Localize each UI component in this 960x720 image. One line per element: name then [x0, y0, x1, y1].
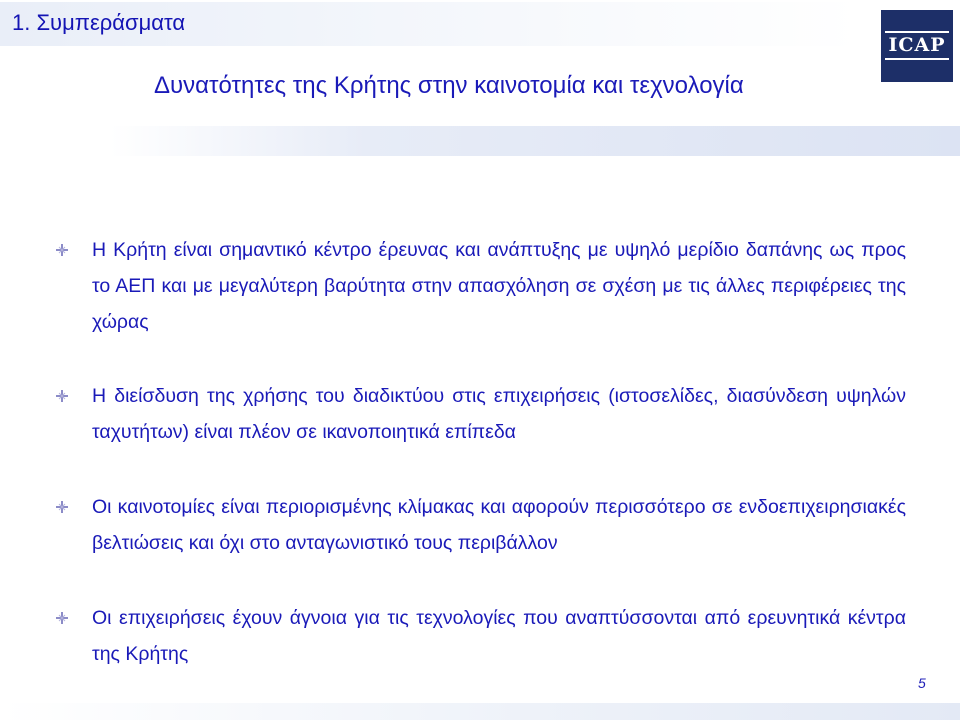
icap-logo [881, 10, 953, 82]
bullet-item-1: Η Κρήτη είναι σημαντικό κέντρο έρευνας και ανάπτυξης με υψηλό μερίδιο δαπάνης ως προς το ΑΕΠ και με μεγαλύτερη βαρύτητα στην απασχόληση σε σχέση με τις άλλες περιφέρειες της χώρας [92, 239, 906, 333]
logo-rule-bottom [885, 58, 949, 60]
logo-rule-top [885, 31, 949, 33]
footer-band [0, 703, 960, 720]
section-title: 1. Συμπεράσματα [12, 10, 186, 35]
section-header [0, 2, 860, 46]
bullet-cross-icon [55, 611, 69, 625]
bullet-item-2: Η διείσδυση της χρήσης του διαδικτύου στις επιχειρήσεις (ιστοσελίδες, διασύνδεση υψηλών ταχυτήτων) είναι πλέον σε ικανοποιητικά επίπεδα [92, 385, 906, 443]
bullet-cross-icon [55, 389, 69, 403]
page-number: 5 [918, 675, 926, 691]
logo-text: ICAP [888, 34, 946, 56]
bullet-cross-icon [55, 243, 69, 257]
bullet-item-3: Οι καινοτομίες είναι περιορισμένης κλίμακας και αφορούν περισσότερο σε ενδοεπιχειρησιακές βελτιώσεις και όχι στο ανταγωνιστικό τους περιβάλλον [92, 496, 906, 554]
bullet-item-4: Οι επιχειρήσεις έχουν άγνοια για τις τεχνολογίες που αναπτύσσονται από ερευνητικά κέντρα της Κρήτης [92, 607, 906, 665]
slide-title: Δυνατότητες της Κρήτης στην καινοτομία και τεχνολογία [154, 72, 744, 99]
title-underline-band [110, 126, 960, 156]
bullet-cross-icon [55, 500, 69, 514]
